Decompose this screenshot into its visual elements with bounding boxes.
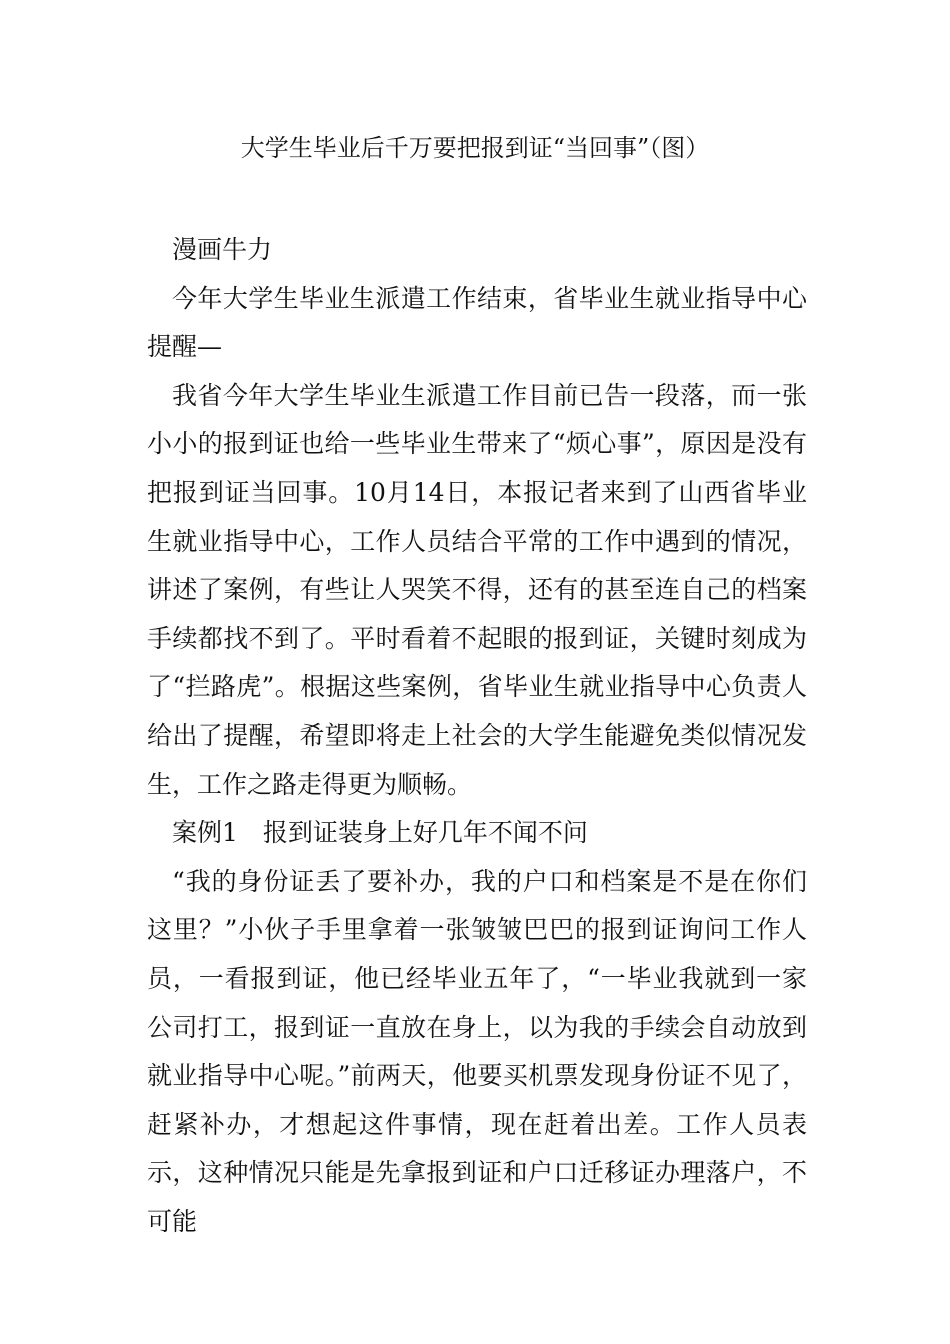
byline-paragraph: 漫画牛力	[172, 235, 273, 264]
article-title: 大学生毕业后千万要把报到证“当回事”（图）	[240, 134, 710, 162]
article-body	[147, 226, 807, 1246]
case-paragraph: “我的身份证丢了要补办，我的户口和档案是不是在你们这里？”小伙子手里拿着一张皱皱巴巴的报到证询问工作人员，一看报到证，他已经毕业五年了，“一毕业我就到一家公司打工，报到证一直放在身上，以为我的手续会自动放到就业指导中心呢。”前两天，他要买机票发现身份证不见了，赶紧补办，才想起这件事情，现在赶着出差。工作人员表示，这种情况只能是先拿报到证和户口迁移证办理落户，不可能	[147, 866, 807, 1236]
intro-paragraph: 我省今年大学生毕业生派遣工作目前已告一段落，而一张小小的报到证也给一些毕业生带来了“烦心事”，原因是没有把报到证当回事。10月14日，本报记者来到了山西省毕业生就业指导中心，工作人员结合平常的工作中遇到的情况，讲述了案例，有些让人哭笑不得，还有的甚至连自己的档案手续都找不到了。平时看着不起眼的报到证，关键时刻成为了“拦路虎”。根据这些案例，省毕业生就业指导中心负责人给出了提醒，希望即将走上社会的大学生能避免类似情况发生，工作之路走得更为顺畅。	[147, 380, 807, 799]
case-heading: 案例1 报到证装身上好几年不闻不问	[172, 818, 588, 848]
subtitle-paragraph: 今年大学生毕业生派遣工作结束，省毕业生就业指导中心提醒—	[147, 283, 807, 362]
